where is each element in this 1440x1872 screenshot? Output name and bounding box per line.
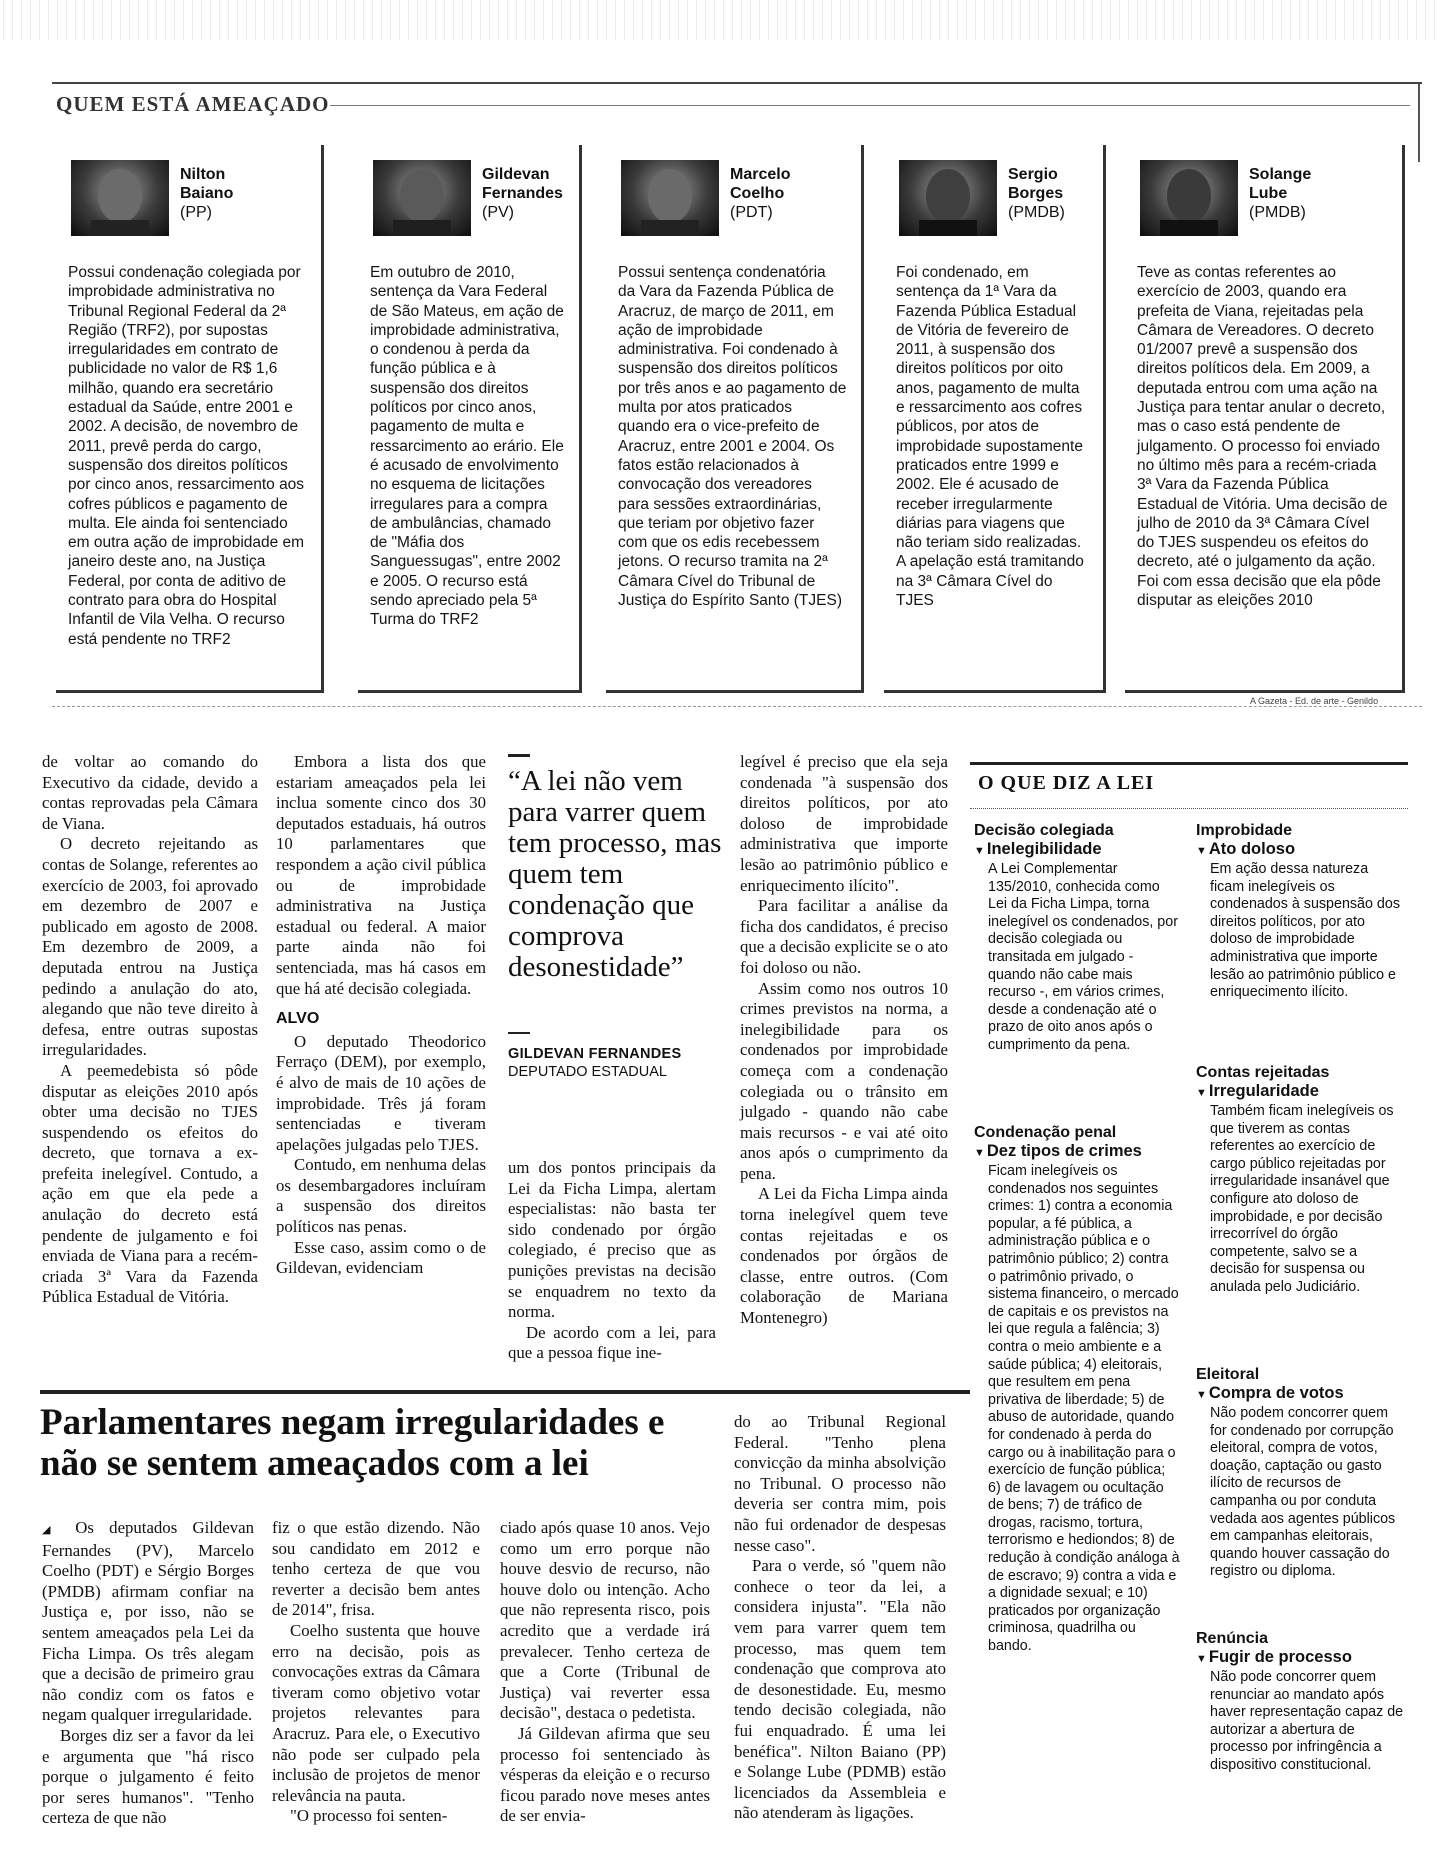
law-category: Eleitoral (1196, 1366, 1260, 1383)
law-text: Ficam inelegíveis os condenados nos seguintes crimes: 1) contra a economia popular, a fé pública, a administração pública e o patrimônio público; 2) contra o patrimônio privado, o sistema financeiro, o mercado de capitais e os previstos na lei que regula a falência; 3) contra o meio ambiente e a saúde pública; 4) eleitorais, que resultem em pena privativa de liberdade; 5) de abuso de autoridade, quando for condenado à perda do cargo ou à inabilitação para o exercício de função pública; 6) de lavagem ou ocultação de bens; 7) de tráfico de drogas, racismo, tortura, terrorismo e hediondos; 8) de redução à condição análoga à de escravo; 9) contra a vida e a dignidade sexual; e 10) praticados por organização criminosa, quadrilha ou bando. (988, 1163, 1180, 1655)
portrait-photo (899, 160, 997, 236)
quote-author: GILDEVAN FERNANDES (508, 1046, 682, 1062)
portrait-photo (1140, 160, 1238, 236)
law-category: Renúncia (1196, 1630, 1269, 1647)
quote-dash (508, 1032, 530, 1034)
sidebar-rule (970, 762, 1408, 765)
paragraph: Para facilitar a análise da ficha dos candidatos, é preciso que a decisão explicite se o ato foi doloso ou não. (740, 896, 948, 977)
article-column-3 (508, 1158, 716, 1364)
law-text: Em ação dessa natureza ficam inelegíveis os condenados à suspensão dos direitos políticos, por ato doloso de improbidade administrativa que importe lesão ao patrimônio público e enriquecimento ilícito. (1210, 861, 1400, 1001)
triangle-icon: ▼ (1196, 845, 1207, 857)
profile-name (1008, 165, 1088, 222)
paragraph: A Lei da Ficha Limpa ainda torna inelegível quem teve contas rejeitadas e os condenados por órgãos de classe, entre outros. (Com colaboração de Mariana Montenegro) (740, 1184, 948, 1328)
law-text: Não podem concorrer quem for condenado por corrupção eleitoral, compra de votos, doação, captação ou gasto ilícito de recursos de campanha ou por conduta vedada aos agentes públicos em campanhas eleitorais, quando houver cassação do registro ou diploma. (1210, 1405, 1396, 1580)
profile-party: (PMDB) (1249, 204, 1306, 221)
profile-name-text: Solange Lube (1249, 166, 1312, 202)
profile-party: (PMDB) (1008, 204, 1065, 221)
paragraph: "O processo foi senten- (290, 1806, 448, 1826)
article-column-4 (740, 752, 948, 1329)
profile-name-text: Sergio Borges (1008, 166, 1064, 202)
law-heading-text: Inelegibilidade (986, 840, 1102, 858)
subhead-alvo: ALVO (276, 1010, 320, 1028)
profile-card (1125, 145, 1405, 693)
paragraph: Contudo, em nenhuma delas os desembargadores incluíram a suspensão dos direitos políticos nas penas. (276, 1155, 486, 1237)
law-text: A Lei Complementar 135/2010, conhecida como Lei da Ficha Limpa, torna inelegível os condenados, por decisão colegiada ou transitada em julgado - quando não cabe mais recurso -, em vários crimes, desde a condenação até o prazo de oito anos após o cumprimento da pena. (988, 861, 1178, 1053)
pull-quote: “A lei não vem para varrer quem tem processo, mas quem tem condenação que comprova desonestidade” (508, 765, 722, 983)
sidebar-title: O QUE DIZ A LEI (978, 772, 1155, 794)
paragraph: de voltar ao comando do Executivo da cidade, devido a contas reprovadas pela Câmara de Viana. (42, 752, 258, 833)
quote-author-role: DEPUTADO ESTADUAL (508, 1064, 667, 1080)
edge-rule (1418, 84, 1420, 162)
law-heading-text: Ato doloso (1208, 840, 1296, 858)
portrait-photo (71, 160, 169, 236)
law-text: Não pode concorrer quem renunciar ao mandato após haver representação capaz de autorizar a abertura de processo por infringência a dispositivo constitucional. (1210, 1669, 1404, 1773)
paragraph: Já Gildevan afirma que seu processo foi sentenciado às vésperas da eleição e o recurso ficou parado nove meses antes de ser envia- (500, 1723, 710, 1826)
portrait-photo (621, 160, 719, 236)
law-category: Decisão colegiada (974, 822, 1114, 839)
profile-name-text: Gildevan Fernandes (482, 166, 563, 202)
profile-name (180, 165, 250, 222)
law-item (974, 822, 1180, 1055)
profile-name (1249, 165, 1319, 222)
kicker-rule (330, 105, 1410, 106)
law-item (1196, 1064, 1406, 1297)
paragraph (42, 1518, 254, 1726)
portrait-photo (373, 160, 471, 236)
paragraph: Esse caso, assim como o de Gildevan, evidenciam (276, 1237, 486, 1278)
section-kicker: QUEM ESTÁ AMEAÇADO (56, 92, 330, 116)
paragraph: O deputado Theodorico Ferraço (DEM), por exemplo, é alvo de mais de 10 ações de improbidade. Três já foram sentenciadas e tiveram apelações julgadas pelo TJES. (276, 1031, 486, 1154)
sidebar-rule-dotted (970, 808, 1408, 809)
band-rule (52, 706, 1422, 707)
portrait-icon (1140, 160, 1238, 236)
law-heading (974, 1142, 1180, 1163)
art-credit: A Gazeta - Ed. de arte - Genildo (1250, 696, 1379, 706)
profile-text: Em outubro de 2010, sentença da Vara Federal de São Mateus, em ação de improbidade administrativa, o condenou à perda da função pública e à suspensão dos direitos políticos por cinco anos, pagamento de multa e ressarcimento ao erário. Ele é acusado de envolvimento no esquema de licitações irregulares para a compra de ambulâncias, chamado de "Máfia dos Sanguessugas", entre 2002 e 2005. O recurso está sendo apreciado pela 5ª Turma do TRF2 (370, 264, 564, 629)
law-item (974, 1124, 1180, 1656)
law-category: Condenação penal (974, 1124, 1117, 1141)
triangle-icon: ◢ (42, 1524, 76, 1536)
profile-text: Possui condenação colegiada por improbidade administrativa no Tribunal Regional Federal da 2ª Região (TRF2), por supostas irregularidades em contrato de publicidade no valor de R$ 1,6 milhão, quando era secretário estadual da Saúde, entre 2001 e 2002. A decisão, de novembro de 2011, prevê perda do cargo, suspensão dos direitos políticos por cinco anos, ressarcimento aos cofres públicos e pagamento de multa. Ele ainda foi sentenciado em outra ação de improbidade em janeiro deste ano, na Justiça Federal, por conta de aditivo de contrato para obra do Hospital Infantil de Vila Velha. O recurso está pendente no TRF2 (68, 264, 305, 648)
law-heading (1196, 1384, 1406, 1405)
law-category: Improbidade (1196, 822, 1293, 839)
paragraph: ciado após quase 10 anos. Vejo como um erro porque não houve desvio de recurso, não houve dolo ou intenção. Acho que não representa risco, pois acredito que a verdade irá prevalecer. Tenho certeza de que a Corte (Tribunal de Justiça) vai reverter essa decisão", destaca o pedetista. (500, 1518, 710, 1723)
profile-text: Foi condenado, em sentença da 1ª Vara da Fazenda Pública Estadual de Vitória de fevereiro de 2011, à suspensão dos direitos políticos por oito anos, pagamento de multa e ressarcimento aos cofres públicos, por atos de improbidade supostamente praticados entre 1999 e 2002. Ele é acusado de receber irregularmente diárias para viagens que não teriam sido realizadas. A apelação está tramitando na 3ª Câmara Cível do TJES (896, 264, 1084, 610)
paragraph: De acordo com a lei, para que a pessoa fique ine- (508, 1322, 716, 1363)
law-heading (1196, 840, 1406, 861)
paragraph: Coelho sustenta que houve erro na decisão, pois as convocações extras da Câmara tiveram como objetivo votar projetos relevantes para Aracruz. Para ele, o Executivo não pode ser culpado pela inclusão de projetos de menor relevância na pauta. (272, 1620, 480, 1805)
law-category: Contas rejeitadas (1196, 1064, 1330, 1081)
paragraph: fiz o que estão dizendo. Não sou candidato em 2012 e tenho certeza de que vou reverter a decisão bem antes de 2014", frisa. (272, 1518, 480, 1620)
law-heading-text: Compra de votos (1208, 1384, 1344, 1402)
law-heading (1196, 1648, 1406, 1669)
top-rule (52, 82, 1422, 84)
portrait-icon (71, 160, 169, 236)
lower-column-4 (734, 1412, 946, 1824)
paragraph: Para o verde, só "quem não conhece o teor da lei, a considera injusta". "Ela não vem para varrer quem tem processo, mas quem tem condenação que comprova ato de desonestidade. Eu, mesmo tendo decisão colegiada, não fui enquadrado. É uma lei benéfica". Nilton Baiano (PP) e Solange Lube (PDMB) estão licenciados da Assembleia e não atenderam às ligações. (734, 1556, 946, 1823)
profile-name-text: Nilton Baiano (180, 166, 234, 202)
profile-party: (PV) (482, 204, 514, 221)
triangle-icon: ▼ (1196, 1653, 1207, 1665)
lower-column-3 (500, 1518, 710, 1827)
portrait-icon (899, 160, 997, 236)
paragraph: Borges diz ser a favor da lei e argumenta que "há risco porque o julgamento é feito por seres humanos". "Tenho certeza de que não (42, 1725, 254, 1828)
triangle-icon: ▼ (1196, 1389, 1207, 1401)
scan-header-strip (0, 0, 1440, 40)
quote-bar (508, 754, 530, 757)
triangle-icon: ▼ (974, 845, 985, 857)
paragraph: Assim como nos outros 10 crimes previstos na norma, a inelegibilidade para os condenados por improbidade começa com a condenação colegiada ou o trânsito em julgado - quando não cabe mais recursos - e vai até oito anos após o cumprimento da pena. (740, 978, 948, 1183)
paragraph: Embora a lista dos que estariam ameaçados pela lei inclua somente cinco dos 30 deputados estaduais, há outros 10 parlamentares que respondem a ação civil pública ou de improbidade administrativa na Justiça estadual ou federal. A maior parte ainda não foi sentenciada, mas há casos em que há até decisão colegiada. (276, 752, 486, 998)
profile-text: Possui sentença condenatória da Vara da Fazenda Pública de Aracruz, de março de 2011, em ação de improbidade administrativa. Foi condenado à suspensão dos direitos políticos por três anos e ao pagamento de multa por atos praticados quando era o vice-prefeito de Aracruz, entre 2001 e 2004. Os fatos estão relacionados à convocação dos vereadores para sessões extraordinárias, que teriam por objetivo fazer com que os edis recebessem jetons. O recurso tramita na 2ª Câmara Cível do Tribunal de Justiça do Espírito Santo (TJES) (618, 264, 847, 610)
paragraph-text: Os deputados Gildevan Fernandes (PV), Marcelo Coelho (PDT) e Sérgio Borges (PMDB) afirmam confiar na Justiça e, por isso, não se sentem ameaçados pela Lei da Ficha Limpa. Os três alegam que a decisão de primeiro grau não condiz com os fatos e negam qualquer irregularidade. (42, 1518, 254, 1725)
law-heading (974, 840, 1180, 861)
triangle-icon: ▼ (1196, 1087, 1207, 1099)
profile-card (358, 145, 582, 693)
profile-card (56, 145, 324, 693)
headline-rule (40, 1390, 970, 1394)
law-item (1196, 822, 1406, 1002)
portrait-icon (373, 160, 471, 236)
profile-name (482, 165, 582, 222)
article-headline: Parlamentares negam irregularidades e não se sentem ameaçados com a lei (40, 1402, 665, 1484)
profile-name-text: Marcelo Coelho (730, 166, 791, 202)
lower-column-1 (42, 1518, 254, 1829)
profile-text: Teve as contas referentes ao exercício de 2003, quando era prefeita de Viana, rejeitadas pela Câmara de Vereadores. O decreto 01/2007 prevê a suspensão dos direitos políticos dela. Em 2009, a deputada entrou com uma ação na Justiça para tentar anular o decreto, mas o caso está pendente de julgamento. O processo foi enviado no último mês para a recém-criada 3ª Vara da Fazenda Pública Estadual de Vitória. Uma decisão de julho de 2010 da 3ª Câmara Cível do TJES suspendeu os efeitos do decreto, até o julgamento da ação. Foi com essa decisão que ela pôde disputar as eleições 2010 (1137, 264, 1388, 610)
profile-party: (PP) (180, 204, 212, 221)
profile-name (730, 165, 810, 222)
law-text: Também ficam inelegíveis os que tiverem as contas referentes ao exercício de cargo público rejeitadas por irregularidade insanável que configure ato doloso de improbidade, e por decisão irrecorrível do órgão competente, salvo se a decisão for suspensa ou anulada pelo Judiciário. (1210, 1103, 1394, 1295)
law-item (1196, 1366, 1406, 1581)
triangle-icon: ▼ (974, 1147, 985, 1159)
paragraph: O decreto rejeitando as contas de Solange, referentes ao exercício de 2003, foi aprovado em dezembro de 2007 e publicado em agosto de 2008. Em dezembro de 2009, a deputada entrou na Justiça pedindo a anulação do ato, alegando que não teve direito à defesa, entre outras supostas irregularidades. (42, 834, 258, 1060)
portrait-icon (621, 160, 719, 236)
article-column-2 (276, 752, 486, 1279)
law-heading (1196, 1082, 1406, 1103)
profile-party: (PDT) (730, 204, 773, 221)
paragraph: A peemedebista só pôde disputar as eleições 2010 após obter uma decisão no TJES suspendendo os efeitos do decreto, que tornava a ex-prefeita inelegível. Contudo, a ação em que ela pede a anulação do decreto está pendente de julgamento e foi enviada de Viana para a recém-criada 3ª Vara da Fazenda Pública Estadual de Vitória. (42, 1060, 258, 1307)
profile-card (606, 145, 864, 693)
paragraph: um dos pontos principais da Lei da Ficha Limpa, alertam especialistas: não basta ter sido condenado por órgão colegiado, é preciso que as punições previstas na decisão se enquadrem no texto da norma. (508, 1158, 716, 1322)
lower-column-2 (272, 1518, 480, 1827)
law-heading-text: Fugir de processo (1208, 1648, 1352, 1666)
law-heading-text: Dez tipos de crimes (986, 1142, 1142, 1160)
paragraph: do ao Tribunal Regional Federal. "Tenho plena convicção da minha absolvição no Tribunal. O processo não deveria ser contra mim, pois não fui ordenador de despesas nesse caso". (734, 1412, 946, 1555)
paragraph: legível é preciso que ela seja condenada "à suspensão dos direitos políticos, por ato doloso de improbidade administrativa que importe lesão ao patrimônio público e enriquecimento ilícito". (740, 752, 948, 895)
law-item (1196, 1630, 1406, 1775)
article-column-1 (42, 752, 258, 1308)
profile-card (884, 145, 1106, 693)
law-heading-text: Irregularidade (1208, 1082, 1319, 1100)
